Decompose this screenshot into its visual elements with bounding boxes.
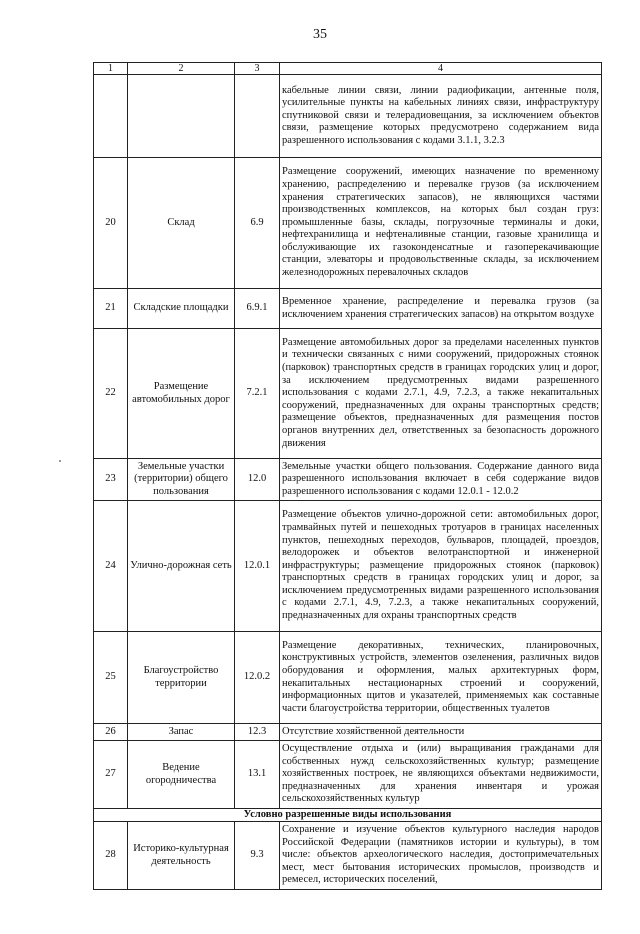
- use-type-description: Осуществление отдыха и (или) выращивания гражданами для собственных нужд сельскохозяйственных культур; размещение хозяйственных построек, не являющихся объектами недвижимости, предназначенных для хранения инвентаря и урожая сельскохозяйственных культур: [280, 741, 602, 809]
- table-row: [94, 329, 602, 459]
- table-row: [94, 289, 602, 329]
- use-type-description: Размещение сооружений, имеющих назначение по временному хранению, распределению и перевалке грузов (за исключением хранения стратегических запасов), не являющихся частями производственных комплексов, на которых был создан груз: промышленные базы, склады, погрузочные терминалы и доки, нефтехранилища и нефтеналивные станции, газовые хранилища и обслуживающие их газоконденсатные и газоперекачивающие станции, элеваторы и продовольственные склады, за исключением железнодорожных перевалочных складов: [280, 158, 602, 289]
- column-number: 2: [128, 63, 235, 75]
- column-number: 1: [94, 63, 128, 75]
- column-number-row: [94, 63, 602, 75]
- use-type-code: 13.1: [235, 741, 280, 809]
- use-type-code: 7.2.1: [235, 329, 280, 459]
- use-type-description: кабельные линии связи, линии радиофикации, антенные поля, усилительные пункты на кабельных линиях связи, инфраструктуру спутниковой связи и телерадиовещания, за исключением объектов связи, размещение которых предусмотрено содержанием вида разрешенного использования с кодами 3.1.1, 3.2.3: [280, 75, 602, 158]
- use-type-code: [235, 75, 280, 158]
- use-type-code: 12.0.2: [235, 632, 280, 724]
- page-number: 35: [313, 27, 327, 42]
- row-number: 20: [94, 158, 128, 289]
- table-row: [94, 158, 602, 289]
- use-type-code: 12.0: [235, 459, 280, 501]
- table-row: [94, 632, 602, 724]
- use-type-name: Складские площадки: [128, 289, 235, 329]
- use-type-name: Склад: [128, 158, 235, 289]
- use-type-description: Размещение автомобильных дорог за пределами населенных пунктов и технически связанных с ними сооружений, придорожных стоянок (парковок) транспортных средств в границах городских улиц и дорог, за исключением предусмотренных видами разрешенного использования с кодами 2.7.1, 4.9, 7.2.3, а также некапитальных сооружений, предназначенных для охраны транспортных средств; размещение объектов, предназначенных для размещения постов органов внутренних дел, ответственных за безопасность дорожного движения: [280, 329, 602, 459]
- row-number: 23: [94, 459, 128, 501]
- land-use-table: [93, 62, 602, 890]
- use-type-description: Размещение декоративных, технических, планировочных, конструктивных устройств, элементов озеленения, различных видов оборудования и оформления, малых архитектурных форм, некапитальных нестационарных строений и сооружений, информационных щитов и указателей, применяемых как составные части благоустройства территории, общественных туалетов: [280, 632, 602, 724]
- section-title: Условно разрешенные виды использования: [94, 809, 602, 822]
- row-number: 25: [94, 632, 128, 724]
- use-type-code: 12.3: [235, 724, 280, 741]
- row-number: 21: [94, 289, 128, 329]
- use-type-name: Благоустройство территории: [128, 632, 235, 724]
- use-type-name: Ведение огородничества: [128, 741, 235, 809]
- column-number: 4: [280, 63, 602, 75]
- section-row: [94, 809, 602, 822]
- use-type-name: [128, 75, 235, 158]
- column-number: 3: [235, 63, 280, 75]
- row-number: 24: [94, 501, 128, 632]
- table-row: [94, 741, 602, 809]
- use-type-description: Временное хранение, распределение и перевалка грузов (за исключением хранения стратегических запасов) на открытом воздухе: [280, 289, 602, 329]
- row-number: 28: [94, 822, 128, 890]
- use-type-code: 6.9.1: [235, 289, 280, 329]
- table-row: [94, 822, 602, 890]
- table-row: [94, 724, 602, 741]
- use-type-code: 12.0.1: [235, 501, 280, 632]
- scan-speck: [59, 460, 61, 462]
- table-row: [94, 459, 602, 501]
- row-number: 26: [94, 724, 128, 741]
- row-number: 22: [94, 329, 128, 459]
- row-number: [94, 75, 128, 158]
- use-type-name: Земельные участки (территории) общего пользования: [128, 459, 235, 501]
- use-type-name: Размещение автомобильных дорог: [128, 329, 235, 459]
- use-type-name: Историко-культурная деятельность: [128, 822, 235, 890]
- use-type-description: Земельные участки общего пользования. Содержание данного вида разрешенного использования включает в себя содержание видов разрешенного использования с кодами 12.0.1 - 12.0.2: [280, 459, 602, 501]
- row-number: 27: [94, 741, 128, 809]
- use-type-code: 6.9: [235, 158, 280, 289]
- use-type-description: Сохранение и изучение объектов культурного наследия народов Российской Федерации (памятников истории и культуры), в том числе: объектов археологического наследия, достопримечательных мест, мест бытования исторических промыслов, производств и ремесел, исторических поселений,: [280, 822, 602, 890]
- use-type-description: Размещение объектов улично-дорожной сети: автомобильных дорог, трамвайных путей и пешеходных тротуаров в границах населенных пунктов, пешеходных переходов, бульваров, площадей, проездов, велодорожек и объектов велотранспортной и инженерной инфраструктуры; размещение придорожных стоянок (парковок) транспортных средств в границах городских улиц и дорог, за исключением предусмотренных видами разрешенного использования с кодами 2.7.1, 4.9, 7.2.3, а также некапитальных сооружений, предназначенных для охраны транспортных средств: [280, 501, 602, 632]
- use-type-name: Запас: [128, 724, 235, 741]
- use-type-description: Отсутствие хозяйственной деятельности: [280, 724, 602, 741]
- use-type-code: 9.3: [235, 822, 280, 890]
- table-row: [94, 75, 602, 158]
- table-row: [94, 501, 602, 632]
- use-type-name: Улично-дорожная сеть: [128, 501, 235, 632]
